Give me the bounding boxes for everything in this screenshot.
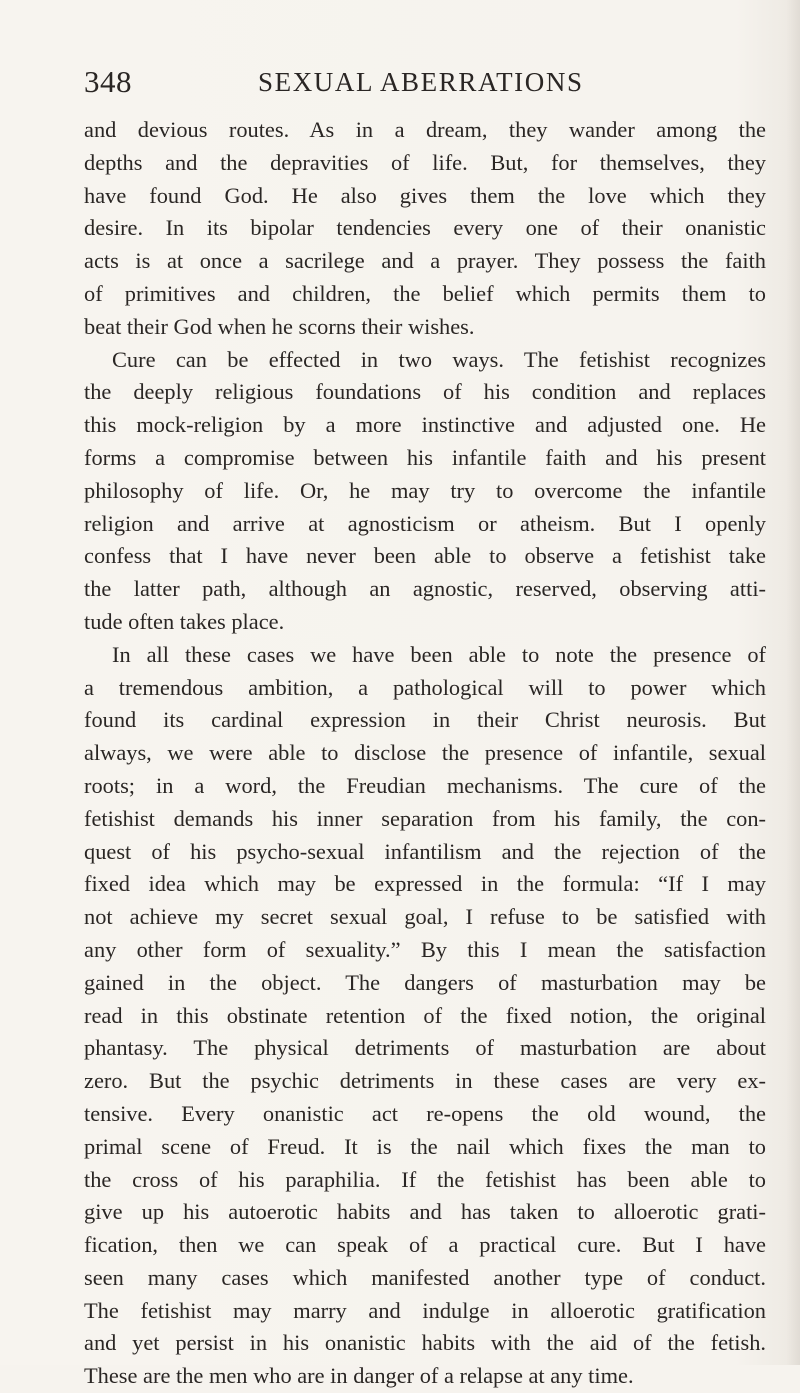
text-line: roots; in a word, the Freudian mechanisms. The cure of the [84, 772, 766, 798]
text-line: The fetishist may marry and indulge in alloerotic gratification [84, 1297, 766, 1323]
text-line: any other form of sexuality.” By this I mean the satisfaction [84, 936, 766, 962]
text-line: quest of his psycho-sexual infantilism and the rejection of the [84, 838, 766, 864]
text-line: and devious routes. As in a dream, they wander among the [84, 117, 766, 142]
body-text [84, 114, 766, 1393]
running-header [84, 62, 784, 102]
text-line: primal scene of Freud. It is the nail which fixes the man to [84, 1133, 766, 1159]
text-line: found its cardinal expression in their Christ neurosis. But [84, 707, 766, 733]
text-line: gained in the object. The dangers of masturbation may be [84, 969, 766, 995]
text-line: give up his autoerotic habits and has taken to alloerotic grati- [84, 1199, 766, 1225]
text-line: desire. In its bipolar tendencies every one of their onanistic [84, 215, 766, 241]
text-line: philosophy of life. Or, he may try to overcome the infantile [84, 477, 766, 503]
text-line: have found God. He also gives them the love which they [84, 182, 766, 208]
text-line: tensive. Every onanistic act re-opens the old wound, the [84, 1100, 766, 1126]
text-line: In all these cases we have been able to note the presence of [112, 641, 766, 667]
text-line: not achieve my secret sexual goal, I refuse to be satisfied with [84, 904, 766, 930]
text-line: forms a compromise between his infantile faith and his present [84, 444, 766, 470]
text-line: zero. But the psychic detriments in these cases are very ex- [84, 1068, 766, 1094]
running-title: SEXUAL ABERRATIONS [258, 67, 584, 97]
text-line: seen many cases which manifested another type of conduct. [84, 1264, 766, 1290]
text-line: Cure can be effected in two ways. The fetishist recognizes [112, 346, 766, 372]
text-line: beat their God when he scorns their wishes. [84, 313, 475, 339]
text-line: of primitives and children, the belief which permits them to [84, 280, 766, 306]
text-line: acts is at once a sacrilege and a prayer. They possess the faith [84, 248, 766, 274]
page-number: 348 [84, 64, 132, 99]
text-line: the latter path, although an agnostic, reserved, observing atti- [84, 576, 766, 602]
text-line: fetishist demands his inner separation from his family, the con- [84, 805, 766, 831]
text-line: religion and arrive at agnosticism or atheism. But I openly [84, 510, 766, 536]
text-line: the deeply religious foundations of his condition and replaces [84, 379, 766, 405]
text-line: this mock-religion by a more instinctive and adjusted one. He [84, 412, 766, 438]
text-line: fixed idea which may be expressed in the formula: “If I may [84, 871, 766, 897]
text-line: depths and the depravities of life. But, for themselves, they [84, 149, 766, 175]
text-line: read in this obstinate retention of the fixed notion, the original [84, 1002, 766, 1028]
text-line: phantasy. The physical detriments of masturbation are about [84, 1035, 766, 1061]
page-edge-shadow [786, 0, 800, 1365]
text-line: tude often takes place. [84, 608, 285, 634]
text-line: fication, then we can speak of a practical cure. But I have [84, 1232, 766, 1258]
text-line: and yet persist in his onanistic habits with the aid of the fetish. [84, 1330, 766, 1356]
text-line: always, we were able to disclose the presence of infantile, sexual [84, 740, 766, 766]
text-line: These are the men who are in danger of a relapse at any time. [84, 1363, 634, 1389]
text-line: the cross of his paraphilia. If the fetishist has been able to [84, 1166, 766, 1192]
text-line: a tremendous ambition, a pathological will to power which [84, 674, 766, 700]
text-line: confess that I have never been able to observe a fetishist take [84, 543, 766, 569]
